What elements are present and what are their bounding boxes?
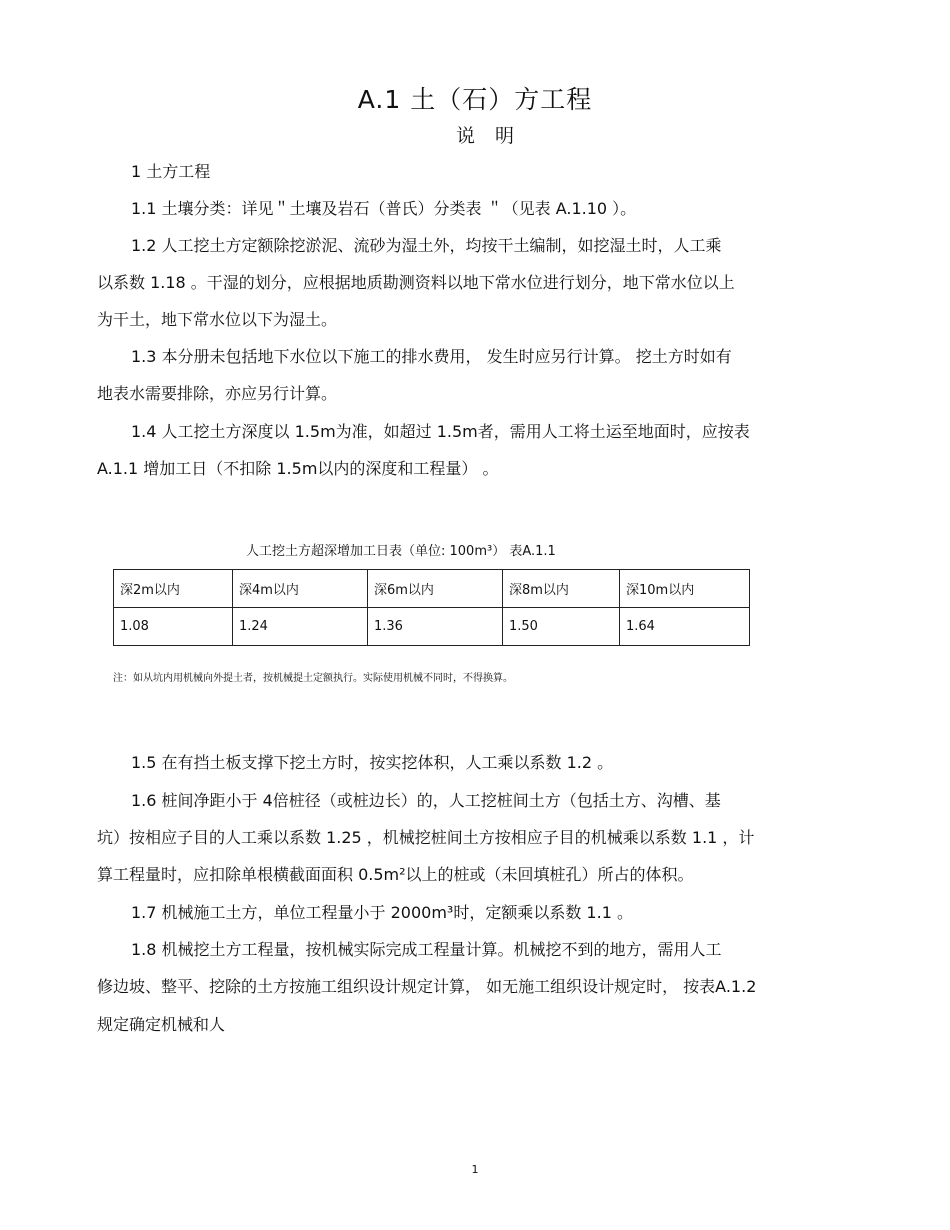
paragraph-line: 1.6 桩间净距小于 4倍桩径（或桩边长）的，人工挖桩间土方（包括土方、沟槽、基 — [131, 791, 721, 810]
paragraph-line: 1.7 机械施工土方，单位工程量小于 2000m³时，定额乘以系数 1.1 。 — [131, 903, 633, 922]
page-number: 1 — [471, 1163, 479, 1176]
paragraph-line: 地表水需要排除，亦应另行计算。 — [97, 384, 338, 403]
table-header-cell: 深2m以内 — [114, 570, 233, 608]
paragraph-line: 1.8 机械挖土方工程量，按机械实际完成工程量计算。机械挖不到的地方，需用人工 — [131, 940, 722, 959]
table-cell: 1.24 — [233, 608, 368, 646]
table-header-cell: 深10m以内 — [620, 570, 750, 608]
paragraph-line: A.1.1 增加工日（不扣除 1.5m以内的深度和工程量） 。 — [97, 459, 499, 478]
table-note: 注：如从坑内用机械向外提土者，按机械提土定额执行。实际使用机械不同时，不得换算。 — [113, 673, 513, 684]
page-title: A.1 土（石）方工程 — [357, 85, 593, 114]
table-row — [114, 608, 750, 646]
table-caption: 人工挖土方超深增加工日表（单位: 100m³） 表A.1.1 — [246, 544, 556, 559]
paragraph-line: 算工程量时，应扣除单根横截面面积 0.5m²以上的桩或（未回填桩孔）所占的体积。 — [97, 865, 694, 884]
paragraph-line: 以系数 1.18 。干湿的划分，应根据地质勘测资料以地下常水位进行划分，地下常水位以上 — [97, 273, 735, 292]
paragraph-line: 1.2 人工挖土方定额除挖淤泥、流砂为湿土外，均按干土编制，如挖湿土时，人工乘 — [131, 236, 722, 255]
paragraph-line: 1.3 本分册未包括地下水位以下施工的排水费用， 发生时应另行计算。 挖土方时如有 — [131, 347, 732, 366]
table-header-cell: 深6m以内 — [368, 570, 503, 608]
table-header-cell: 深4m以内 — [233, 570, 368, 608]
table-cell: 1.64 — [620, 608, 750, 646]
table-cell: 1.08 — [114, 608, 233, 646]
paragraph-line: 规定确定机械和人 — [97, 1015, 226, 1034]
depth-workday-table — [113, 569, 750, 646]
paragraph-line: 1.1 土壤分类：详见＂土壤及岩石（普氏）分类表 ＂（见表 A.1.10 ）。 — [131, 199, 637, 218]
paragraph-line: 1.4 人工挖土方深度以 1.5m为准，如超过 1.5m者，需用人工将土运至地面时，应按表 — [131, 422, 750, 441]
paragraph-line: 为干土，地下常水位以下为湿土。 — [97, 310, 338, 329]
page-subtitle: 说明 — [455, 125, 534, 147]
paragraph-line: 坑）按相应子目的人工乘以系数 1.25 ，机械挖桩间土方按相应子目的机械乘以系数 1.1 ，计 — [97, 828, 755, 847]
paragraph-line: 修边坡、整平、挖除的土方按施工组织设计规定计算， 如无施工组织设计规定时， 按表A.1.2 — [97, 977, 757, 996]
table-cell: 1.50 — [503, 608, 620, 646]
table-header-row — [114, 570, 750, 608]
paragraph-line: 1.5 在有挡土板支撑下挖土方时，按实挖体积，人工乘以系数 1.2 。 — [131, 753, 614, 772]
table-header-cell: 深8m以内 — [503, 570, 620, 608]
section-heading: 1 土方工程 — [131, 162, 211, 181]
table-cell: 1.36 — [368, 608, 503, 646]
